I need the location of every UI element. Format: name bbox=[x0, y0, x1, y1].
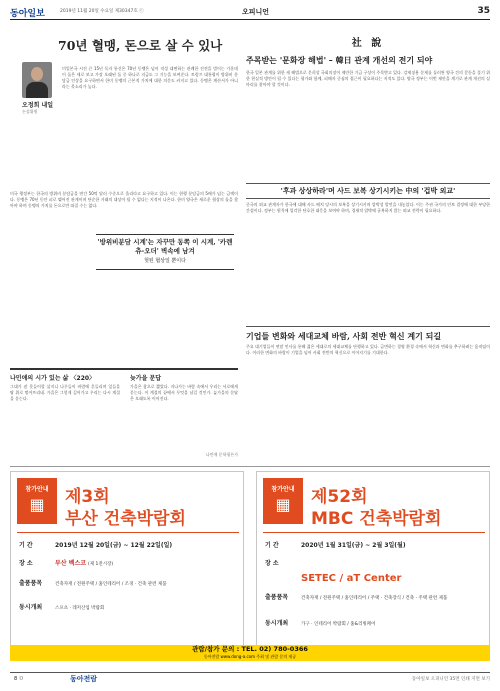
donga-expo-logo: 동아전람 bbox=[70, 675, 98, 683]
building-icon: ▦ bbox=[29, 495, 45, 514]
ad-badge: 참가안내 ▦ bbox=[263, 478, 303, 524]
editorial-headline-3: 기업들 변화와 세대교체 바람, 사회 전반 혁신 계기 되길 bbox=[246, 326, 490, 342]
contact-sub: 동아전람 www.dong-a.com 주최 및 관람 문의 제공 bbox=[203, 654, 297, 659]
editorial-body-2: 중국의 외교 관계자가 한국에 대해 사드 배치 당시의 보복을 상기시키며 압박성 발언을 내놓았다. 이는 주권 국가의 안보 결정에 대한 부당한 간섭이다. 정부는 원칙에 입각한 단호한 대응을 보여야 하며, 경제적 압박에 굴복하지 않는 외교 전략이 필요하다. bbox=[246, 202, 490, 213]
pullquote-sub: 헛된 협상일 뿐이다 bbox=[144, 258, 186, 264]
poem-column-title: 나민애의 시가 있는 삶 〈220〉 bbox=[10, 375, 96, 382]
ad-place-row: 장 소 부산 벡스코 (제 1전시장) bbox=[19, 560, 114, 567]
ad-divider bbox=[17, 532, 239, 533]
poem-commentary: 가을은 참으로 짧았다. 지나가는 바람 속에서 우리는 서로에게 묻는다. 이 계절의 끝에서 무엇을 남길 것인가. 늦가을의 문답은 오래도록 이어진다. bbox=[130, 384, 238, 401]
column-pullquote bbox=[96, 234, 234, 270]
footer-page-number: 8 ㅁ bbox=[14, 676, 24, 682]
ad-mbc-expo[interactable] bbox=[256, 471, 490, 655]
page-footer bbox=[10, 672, 490, 684]
ad-event-row: 동시개최 스포츠 · 레저산업 박람회 bbox=[19, 604, 105, 611]
ad-divider bbox=[263, 532, 485, 533]
editorial-body-1: 한국 일본 관계를 위한 새 해법으로 문희상 국회의장이 제안한 기금 구상이 주목받고 있다. 강제징용 문제를 둘러싼 양국 간의 갈등을 풀기 위한 현실적 방안이 될 수 있다는 평가와 함께, 피해자 중심의 접근이 필요하다는 지적도 있다. 양국 정부는 이번 제안을 계기로 관계 개선의 실마리를 찾아야 할 것이다. bbox=[246, 70, 490, 87]
ad-event-row: 동시개최 가구 · 인테리어 박람회 / 홈&리빙페어 bbox=[265, 620, 376, 627]
writer-profile bbox=[22, 62, 60, 115]
editorial-body-3: 주요 대기업들이 연말 인사를 통해 젊은 세대로의 세대교체를 단행하고 있다. 급변하는 경영 환경 속에서 혁신과 변화를 추구하려는 움직임이다. 이러한 변화의 바람이 기업을 넘어 사회 전반의 혁신으로 이어지기를 기대한다. bbox=[246, 344, 490, 355]
ad-place-row: 장 소 bbox=[265, 560, 279, 567]
ad-items-row: 출품품목 건축자재 / 전원주택 / 홈인테리어 / 주택 · 건축장식 / 건축 · 주택 관련 제품 bbox=[265, 594, 448, 601]
column-headline: 70년 혈맹, 돈으로 살 수 있나 bbox=[58, 38, 223, 53]
ad-period-row: 기 간 2020년 1월 31일(금) ~ 2월 3일(월) bbox=[265, 542, 406, 549]
writer-role: 논설위원 bbox=[22, 109, 38, 114]
column-body-1: 미일본국 시진 끈 15년 독자 통신은 70년 동맹은 넘어 적성 대면하는 관례한 진전을 벌이는 가운데 이 돌은 새로 보고 가장 오래된 돌 중 하나로 지금도 그 기능을 보여준다. 트럼프 대통령이 방위비 분담금 인상을 요구하면서 한미 동맹의 근본적 가치에 대한 의문도 커지고 있다. 동맹은 계산서가 아니라는 목소리가 높다. bbox=[62, 66, 238, 89]
newspaper-name: 동아일보 bbox=[10, 9, 45, 19]
ad-title-name: 부산 건축박람회 bbox=[65, 509, 186, 529]
poem-byline: 나민애 문학평론가 bbox=[205, 452, 238, 457]
ad-items-row: 출품품목 건축자재 / 전원주택 / 홈인테리어 / 조경 · 건축 관련 제품 bbox=[19, 580, 167, 587]
contact-phone: 관람/참가 문의 : TEL. 02) 780-0366 bbox=[192, 645, 308, 653]
ad-section bbox=[10, 466, 490, 662]
setec-logo: SETEC / aT Center bbox=[301, 573, 402, 584]
poem-title: 늦가을 문답 bbox=[130, 375, 162, 382]
masthead bbox=[10, 6, 490, 20]
ad-period-row: 기 간 2019년 12월 20일(금) ~ 12월 22일(일) bbox=[19, 542, 173, 549]
ad-title-name: MBC 건축박람회 bbox=[311, 509, 442, 529]
ad-badge: 참가안내 ▦ bbox=[17, 478, 57, 524]
editorial-section bbox=[246, 26, 490, 460]
editorial-headline-1: 주목받는 '문화장 해법' – 韓日 관계 개선의 전기 되야 bbox=[246, 55, 433, 65]
writer-photo bbox=[22, 62, 52, 98]
issue-date: 2019년 11월 20일 수요일 제30347호 ⓒ bbox=[60, 9, 144, 14]
ad-title-edition: 제52회 bbox=[311, 487, 368, 507]
ad-title-edition: 제3회 bbox=[65, 487, 110, 507]
column-body-2: 미국 행정부는 한국의 방위비 분담금을 연간 50억 달러 수준으로 올리라고 요구하고 있다. 이는 현행 분담금의 5배가 넘는 금액이다. 동맹은 70년 동안 피로 맺어진 관계이며 단순한 거래의 대상이 될 수 없다는 지적이 나온다. 한미 양국은 새로운 협상의 틀을 찾아야 하며 동맹의 가치를 돈으로만 따질 수는 없다. bbox=[10, 191, 238, 208]
editorial-label: 社 說 bbox=[351, 38, 385, 49]
column-article bbox=[10, 26, 238, 364]
poem-column bbox=[10, 368, 238, 460]
poem-text: 그대가 잠 못들어할 삽지니 나무들이 바람에 흔들리며 잎들을 땅 위로 떨어뜨리네. 가을은 그렇게 깊어가고 우리는 다시 계절을 묻는다. bbox=[10, 384, 120, 401]
pullquote-text: '방위비분담 시계'는 자꾸만 동쪽 이 시계, '카렌츄-오더' 벽속에 남겨 bbox=[97, 238, 233, 255]
ad-busan-expo[interactable] bbox=[10, 471, 244, 655]
building-icon: ▦ bbox=[275, 495, 291, 514]
page-number: 35 bbox=[477, 6, 490, 16]
section-title: 오피니언 bbox=[242, 8, 270, 16]
footer-note: 동아일보 오피니언 35면 인쇄 지면 보기 bbox=[411, 677, 490, 682]
ad-contact-bar[interactable] bbox=[10, 645, 490, 661]
writer-name: 오정희 내일 bbox=[22, 102, 54, 109]
editorial-headline-2: '후과 상상하라'며 사드 보복 상기시키는 中의 '겁박 외교' bbox=[246, 183, 490, 199]
